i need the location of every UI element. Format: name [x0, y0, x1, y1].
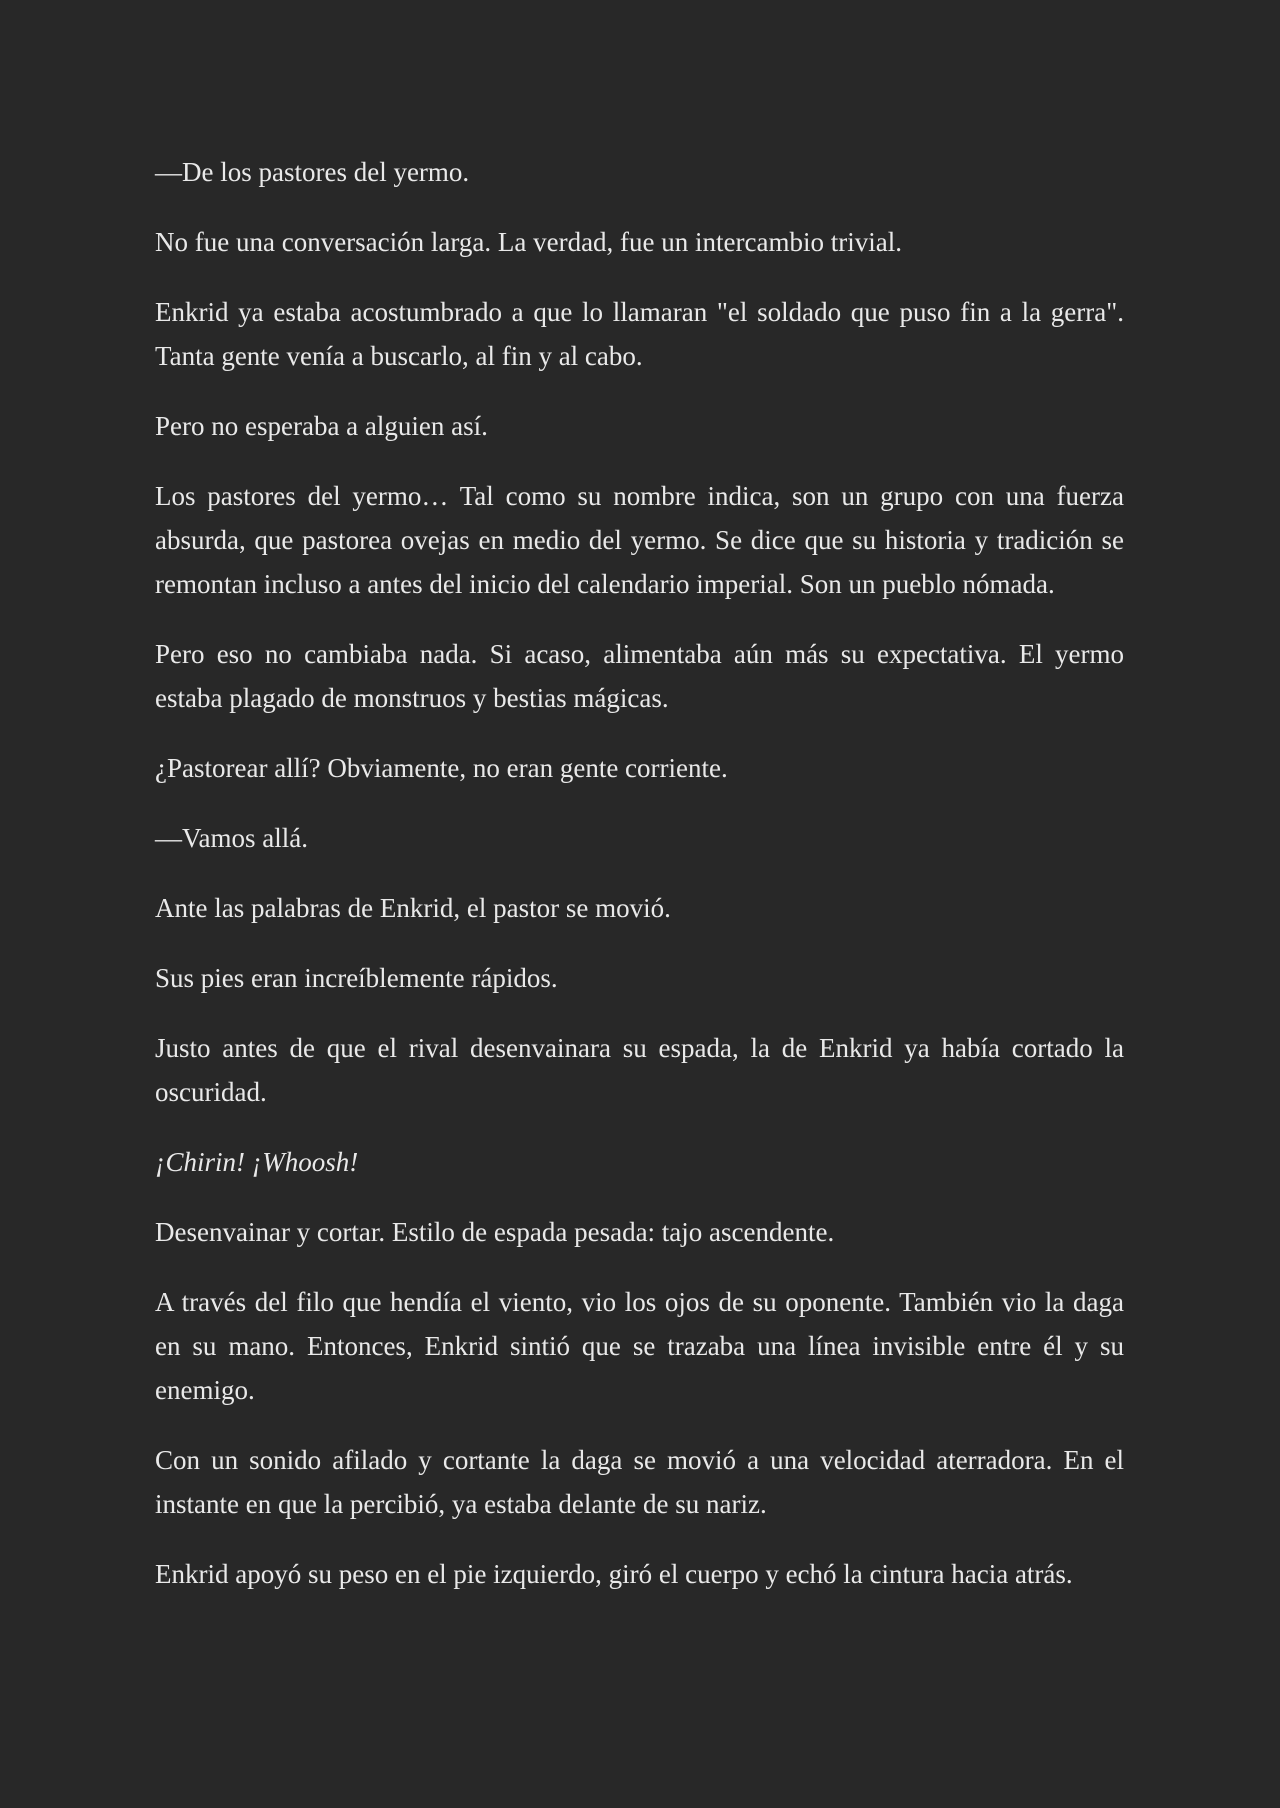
paragraph: —De los pastores del yermo.: [155, 157, 470, 187]
paragraph: Pero eso no cambiaba nada. Si acaso, alimentaba aún más su expectativa. El yermo estaba plagado de monstruos y bestias mágicas.: [155, 639, 1124, 713]
paragraph: ¿Pastorear allí? Obviamente, no eran gente corriente.: [155, 753, 728, 783]
paragraph: Enkrid ya estaba acostumbrado a que lo llamaran "el soldado que puso fin a la gerra". Tanta gente venía a buscarlo, al fin y al cabo.: [155, 297, 1124, 371]
paragraph: Sus pies eran increíblemente rápidos.: [155, 963, 558, 993]
paragraph: Con un sonido afilado y cortante la daga se movió a una velocidad aterradora. En el instante en que la percibió, ya estaba delante de su nariz.: [155, 1445, 1124, 1519]
paragraph: Los pastores del yermo… Tal como su nombre indica, son un grupo con una fuerza absurda, que pastorea ovejas en medio del yermo. Se dice que su historia y tradición se remontan incluso a antes del inicio del calendario imperial. Son un pueblo nómada.: [155, 481, 1124, 599]
paragraph: No fue una conversación larga. La verdad, fue un intercambio trivial.: [155, 227, 902, 257]
paragraph: Justo antes de que el rival desenvainara su espada, la de Enkrid ya había cortado la oscuridad.: [155, 1033, 1124, 1107]
sound-effect-paragraph: ¡Chirin! ¡Whoosh!: [155, 1147, 359, 1177]
paragraph: A través del filo que hendía el viento, vio los ojos de su oponente. También vio la daga en su mano. Entonces, Enkrid sintió que se trazaba una línea invisible entre él y su enemigo.: [155, 1287, 1124, 1405]
paragraph: —Vamos allá.: [155, 823, 308, 853]
paragraph: Ante las palabras de Enkrid, el pastor se movió.: [155, 893, 671, 923]
paragraph: Enkrid apoyó su peso en el pie izquierdo, giró el cuerpo y echó la cintura hacia atrás.: [155, 1559, 1073, 1589]
reader-content: [155, 150, 1124, 1622]
paragraph: Desenvainar y cortar. Estilo de espada pesada: tajo ascendente.: [155, 1217, 835, 1247]
paragraph: Pero no esperaba a alguien así.: [155, 411, 488, 441]
